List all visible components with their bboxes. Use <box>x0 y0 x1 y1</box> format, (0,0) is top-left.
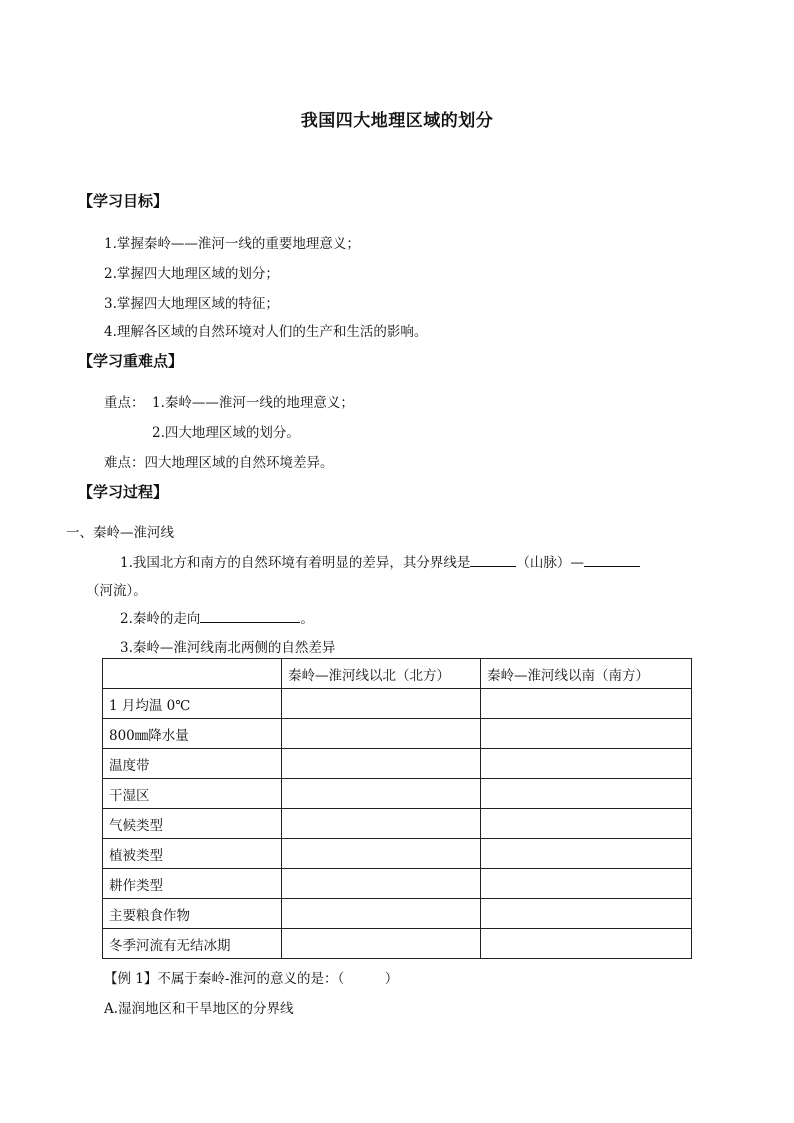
table-row <box>103 869 692 899</box>
table-row <box>103 719 692 749</box>
table-header-north: 秦岭—淮河线以北（北方） <box>282 659 481 689</box>
goal-item-4: 4.理解各区域的自然环境对人们的生产和生活的影响。 <box>104 324 428 340</box>
row-label: 主要粮食作物 <box>103 899 282 929</box>
answer-cell-north[interactable] <box>282 869 481 899</box>
answer-cell-north[interactable] <box>282 809 481 839</box>
answer-cell-north[interactable] <box>282 839 481 869</box>
table-row <box>103 839 692 869</box>
table-row <box>103 689 692 719</box>
table-row <box>103 899 692 929</box>
answer-cell-north[interactable] <box>282 719 481 749</box>
example-question: 【例 1】不属于秦岭-淮河的意义的是：（ ） <box>104 971 399 987</box>
goal-item-3: 3.掌握四大地理区域的特征； <box>104 296 279 312</box>
answer-blank-river[interactable] <box>584 554 640 567</box>
table-row <box>103 749 692 779</box>
question-2-end: 。 <box>300 611 314 627</box>
answer-cell-south[interactable] <box>481 929 692 959</box>
section-key-points-heading: 【学习重难点】 <box>78 352 184 370</box>
question-1-text: 1.我国北方和南方的自然环境有着明显的差异，其分界线是 <box>120 555 471 571</box>
goal-item-2: 2.掌握四大地理区域的划分； <box>104 266 279 282</box>
table-header-row <box>103 659 692 689</box>
row-label: 800㎜降水量 <box>103 719 282 749</box>
answer-cell-north[interactable] <box>282 929 481 959</box>
answer-blank-mountain[interactable] <box>470 554 516 567</box>
answer-cell-south[interactable] <box>481 719 692 749</box>
question-2 <box>120 607 314 627</box>
question-1-end: （河流）。 <box>86 583 147 599</box>
example-option-a: A.湿润地区和干旱地区的分界线 <box>104 1001 294 1017</box>
row-label: 干湿区 <box>103 779 282 809</box>
answer-cell-south[interactable] <box>481 899 692 929</box>
difficulty-item: 难点：四大地理区域的自然环境差异。 <box>104 455 334 471</box>
part1-heading: 一、秦岭—淮河线 <box>66 525 174 541</box>
section-goals-heading: 【学习目标】 <box>78 192 169 210</box>
table-header-blank <box>103 659 282 689</box>
answer-blank-direction[interactable] <box>200 610 300 623</box>
answer-cell-north[interactable] <box>282 689 481 719</box>
comparison-table <box>102 658 692 959</box>
row-label: 1 月均温 0℃ <box>103 689 282 719</box>
section-process-heading: 【学习过程】 <box>78 483 169 501</box>
focus-label: 重点： <box>104 395 145 411</box>
answer-cell-north[interactable] <box>282 899 481 929</box>
focus-item-1: 1.秦岭——淮河一线的地理意义； <box>152 395 354 411</box>
question-3: 3.秦岭—淮河线南北两侧的自然差异 <box>120 640 336 656</box>
table-row <box>103 809 692 839</box>
table-row <box>103 929 692 959</box>
page-title: 我国四大地理区域的划分 <box>300 111 494 131</box>
answer-cell-south[interactable] <box>481 689 692 719</box>
question-1 <box>120 551 640 571</box>
row-label: 冬季河流有无结冰期 <box>103 929 282 959</box>
answer-cell-north[interactable] <box>282 779 481 809</box>
answer-cell-south[interactable] <box>481 749 692 779</box>
row-label: 气候类型 <box>103 809 282 839</box>
row-label: 耕作类型 <box>103 869 282 899</box>
answer-cell-south[interactable] <box>481 809 692 839</box>
table-row <box>103 779 692 809</box>
answer-cell-south[interactable] <box>481 869 692 899</box>
row-label: 温度带 <box>103 749 282 779</box>
question-1-mid: （山脉）— <box>516 555 584 571</box>
answer-cell-south[interactable] <box>481 839 692 869</box>
table-header-south: 秦岭—淮河线以南（南方） <box>481 659 692 689</box>
focus-item-2: 2.四大地理区域的划分。 <box>152 425 300 441</box>
answer-cell-south[interactable] <box>481 779 692 809</box>
goal-item-1: 1.掌握秦岭——淮河一线的重要地理意义； <box>104 236 360 252</box>
answer-cell-north[interactable] <box>282 749 481 779</box>
question-2-text: 2.秦岭的走向 <box>120 611 201 627</box>
row-label: 植被类型 <box>103 839 282 869</box>
